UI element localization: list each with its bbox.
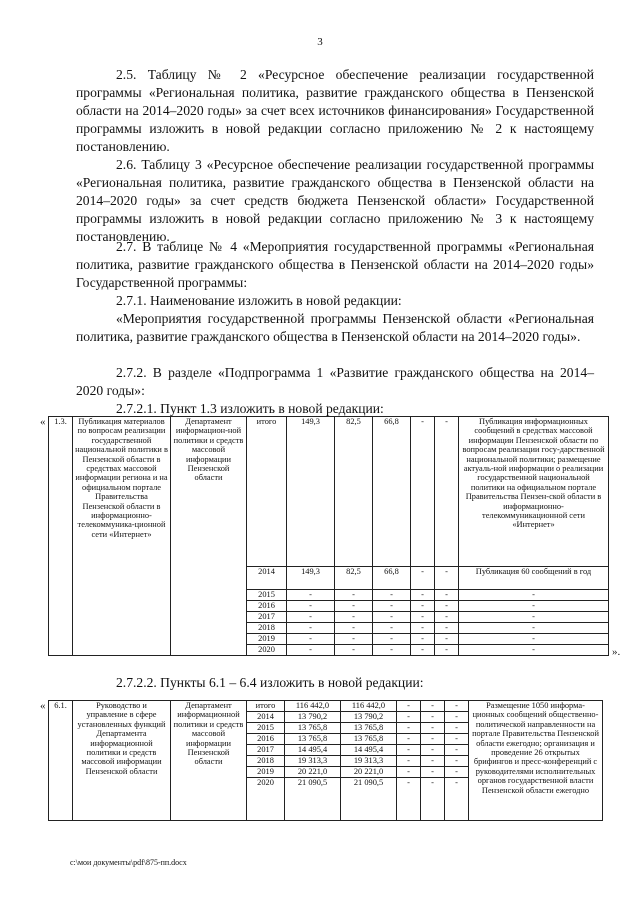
cell-c3: - (373, 612, 411, 623)
cell-c4: - (411, 417, 435, 567)
cell-c2: 20 221,0 (341, 767, 397, 778)
cell-c3: - (373, 590, 411, 601)
cell-c3: 66,8 (373, 567, 411, 590)
cell-year: 2018 (247, 623, 287, 634)
cell-result: - (459, 623, 609, 634)
cell-total: 149,3 (287, 417, 335, 567)
paragraph-2-7-1: 2.7.1. Наименование изложить в новой редакции: (116, 293, 402, 308)
cell-c4: - (421, 767, 445, 778)
cell-c2: - (335, 645, 373, 656)
cell-year: 2020 (247, 645, 287, 656)
cell-result: - (459, 601, 609, 612)
paragraph-2-7: 2.7. В таблице № 4 «Мероприятия государственной программы «Региональная политика, развитие гражданского общества в Пензенской области на 2014–2020 годы» Государственной программы: (76, 239, 594, 290)
cell-c5: - (445, 723, 469, 734)
cell-year: 2017 (247, 745, 285, 756)
cell-c3: - (373, 645, 411, 656)
cell-total: 21 090,5 (285, 778, 341, 821)
cell-year: итого (247, 701, 285, 712)
cell-c5: - (445, 756, 469, 767)
cell-total: - (287, 645, 335, 656)
cell-c3: 66,8 (373, 417, 411, 567)
cell-c2: - (335, 623, 373, 634)
cell-c5: - (445, 745, 469, 756)
cell-c5: - (435, 623, 459, 634)
cell-c2: - (335, 590, 373, 601)
cell-c3: - (397, 723, 421, 734)
cell-total: 13 790,2 (285, 712, 341, 723)
cell-total: 20 221,0 (285, 767, 341, 778)
cell-year: 2018 (247, 756, 285, 767)
cell-year: итого (247, 417, 287, 567)
cell-c4: - (411, 634, 435, 645)
cell-total: - (287, 601, 335, 612)
quote-open-1: « (40, 416, 46, 428)
cell-result: Публикация 60 сообщений в год (459, 567, 609, 590)
cell-c5: - (435, 590, 459, 601)
cell-c5: - (435, 634, 459, 645)
cell-c5: - (435, 567, 459, 590)
cell-c2: 13 765,8 (341, 734, 397, 745)
cell-c4: - (411, 590, 435, 601)
cell-c2: 82,5 (335, 567, 373, 590)
cell-total: 13 765,8 (285, 734, 341, 745)
table-row (49, 701, 603, 712)
cell-c2: - (335, 634, 373, 645)
quote-close-1: ». (612, 646, 621, 658)
cell-c5: - (445, 712, 469, 723)
cell-c2: 19 313,3 (341, 756, 397, 767)
cell-result: - (459, 645, 609, 656)
paragraph-2-5: 2.5. Таблицу № 2 «Ресурсное обеспечение реализации государственной программы «Региональная политика, развитие гражданского общества в Пензенской области на 2014–2020 годы» за счет всех источников финансирования» Государственной программы изложить в новой редакции согласно приложению № 2 к настоящему постановлению. (76, 67, 594, 154)
item-number-cell: 1.3. (49, 417, 73, 656)
cell-year: 2016 (247, 601, 287, 612)
cell-total: - (287, 612, 335, 623)
cell-c2: - (335, 612, 373, 623)
cell-c2: 14 495,4 (341, 745, 397, 756)
cell-year: 2019 (247, 767, 285, 778)
cell-c4: - (421, 745, 445, 756)
item-name-cell: Публикация материалов по вопросам реализации государственной национальной политики в Пензенской области в средствах массовой информации региона и на официальном портале Правительства Пензенской области в информационно-телекоммуника-ционной сети «Интернет» (73, 417, 171, 656)
cell-year: 2014 (247, 567, 287, 590)
cell-c5: - (445, 734, 469, 745)
cell-c4: - (421, 756, 445, 767)
table-items-6-1-6-4 (48, 700, 603, 821)
cell-result: Размещение 1050 информа-ционных сообщений общественно-политической направленности на портале Правительства Пензенской области ежегодно; организация и проведение 26 открытых брифингов и пресс-конференций с руководителями исполнительных органов государственной власти Пензенской области ежегодно (469, 701, 603, 821)
cell-c2: 13 765,8 (341, 723, 397, 734)
cell-total: 116 442,0 (285, 701, 341, 712)
cell-c4: - (421, 723, 445, 734)
cell-c4: - (411, 645, 435, 656)
paragraph-2-7-2-2: 2.7.2.2. Пункты 6.1 – 6.4 изложить в новой редакции: (116, 675, 424, 690)
cell-c3: - (373, 601, 411, 612)
item-name-cell: Руководство и управление в сфере установленных функций Департамента информационной политики и средств массовой информации Пензенской области (73, 701, 171, 821)
cell-c5: - (435, 645, 459, 656)
cell-total: 14 495,4 (285, 745, 341, 756)
executor-cell: Департамент информационной политики и средств массовой информации Пензенской области (171, 701, 247, 821)
paragraph-2-7-2: 2.7.2. В разделе «Подпрограмма 1 «Развитие гражданского общества на 2014–2020 годы»: (76, 365, 594, 398)
cell-year: 2015 (247, 723, 285, 734)
cell-year: 2015 (247, 590, 287, 601)
cell-c3: - (397, 767, 421, 778)
cell-year: 2014 (247, 712, 285, 723)
cell-c3: - (397, 745, 421, 756)
cell-c5: - (445, 701, 469, 712)
quote-open-2: « (40, 700, 46, 712)
cell-c4: - (411, 623, 435, 634)
paragraph-2-6: 2.6. Таблицу 3 «Ресурсное обеспечение реализации государственной программы «Региональная политика, развитие гражданского общества в Пензенской области на 2014–2020 годы» за счет средств бюджета Пензенской области» Государственной программы изложить в новой редакции согласно приложению № 3 к настоящему постановлению. (76, 157, 594, 244)
cell-c4: - (421, 778, 445, 821)
paragraph-2-7-1-name: «Мероприятия государственной программы Пензенской области «Региональная политика, развитие гражданского общества в Пензенской области на 2014–2020 годы». (76, 311, 594, 344)
cell-c2: - (335, 601, 373, 612)
cell-total: 149,3 (287, 567, 335, 590)
cell-c3: - (397, 734, 421, 745)
cell-c3: - (397, 701, 421, 712)
cell-total: - (287, 623, 335, 634)
cell-c5: - (435, 601, 459, 612)
cell-c3: - (397, 756, 421, 767)
table-row (49, 417, 609, 567)
executor-cell: Департамент информацион-ной политики и средств массовой информации Пензенской области (171, 417, 247, 656)
cell-year: 2017 (247, 612, 287, 623)
cell-c3: - (397, 778, 421, 821)
paragraph-2-7-2-1: 2.7.2.1. Пункт 1.3 изложить в новой редакции: (116, 401, 384, 416)
cell-c4: - (421, 701, 445, 712)
cell-result: - (459, 612, 609, 623)
cell-result: - (459, 634, 609, 645)
cell-total: 19 313,3 (285, 756, 341, 767)
cell-c4: - (411, 601, 435, 612)
cell-c4: - (411, 612, 435, 623)
item-number-cell: 6.1. (49, 701, 73, 821)
cell-c5: - (445, 778, 469, 821)
cell-c3: - (397, 712, 421, 723)
cell-c2: 13 790,2 (341, 712, 397, 723)
cell-c5: - (445, 767, 469, 778)
cell-result: Публикация информационных сообщений в средствах массовой информации Пензенской области по вопросам реализации госу-дарственной национальной политики; размещение актуаль-ной информации о реализации государственной национальной политики на официальном портале Правительства Пензен-ской области в информационно-телекоммуникационной сети «Интернет» (459, 417, 609, 567)
cell-c4: - (421, 712, 445, 723)
cell-c4: - (411, 567, 435, 590)
cell-year: 2020 (247, 778, 285, 821)
cell-year: 2019 (247, 634, 287, 645)
cell-c5: - (435, 612, 459, 623)
cell-c5: - (435, 417, 459, 567)
page-number: 3 (317, 36, 323, 48)
cell-c2: 21 090,5 (341, 778, 397, 821)
cell-total: - (287, 590, 335, 601)
cell-total: - (287, 634, 335, 645)
file-path-footer: c:\мои документы\pdf\875-пп.docx (70, 858, 187, 867)
cell-total: 13 765,8 (285, 723, 341, 734)
cell-year: 2016 (247, 734, 285, 745)
cell-c2: 82,5 (335, 417, 373, 567)
table-item-1-3 (48, 416, 609, 656)
cell-c3: - (373, 634, 411, 645)
cell-c3: - (373, 623, 411, 634)
cell-c4: - (421, 734, 445, 745)
cell-result: - (459, 590, 609, 601)
cell-c2: 116 442,0 (341, 701, 397, 712)
